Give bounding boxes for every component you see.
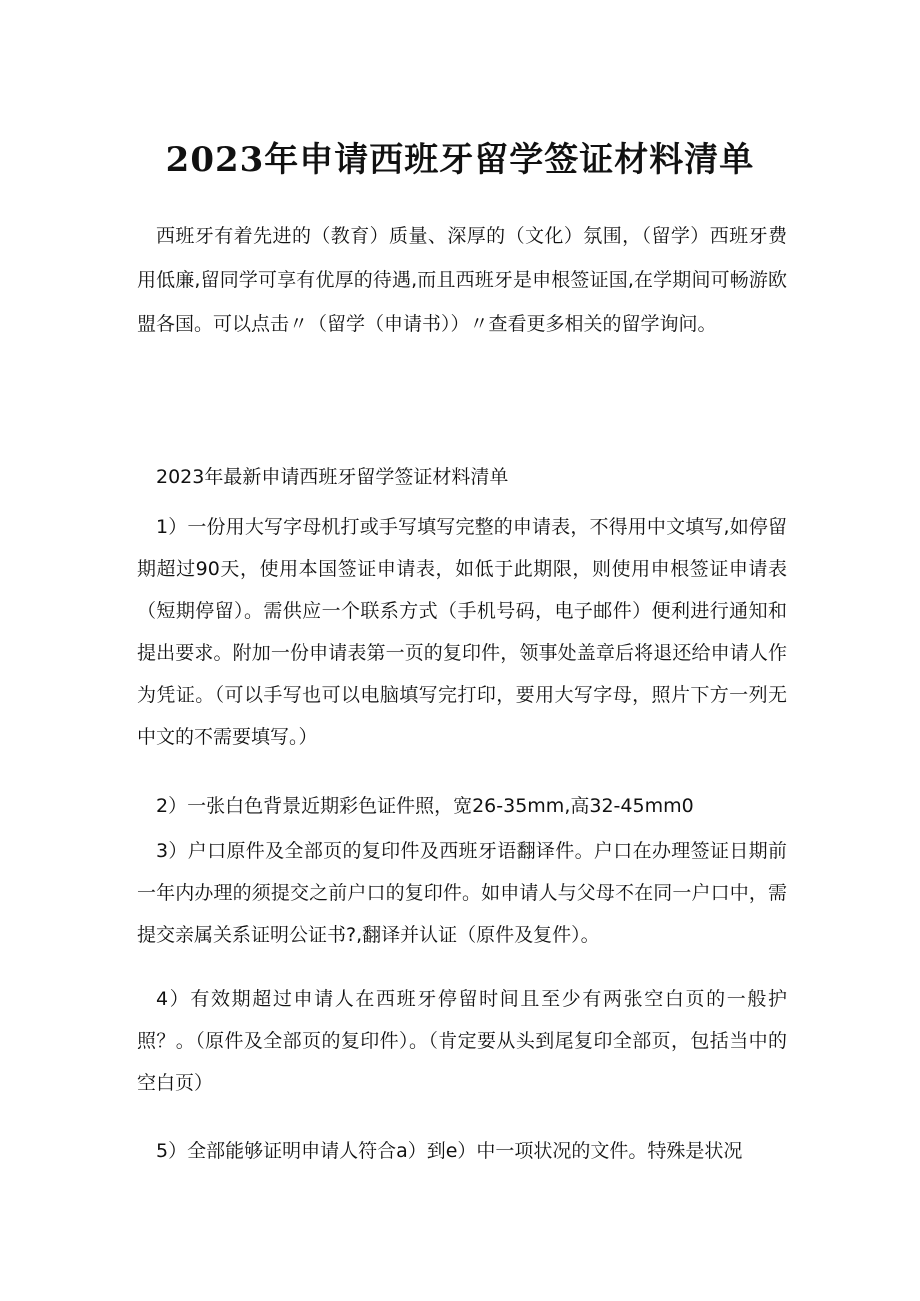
section-subheading: 2023年最新申请西班牙留学签证材料清单 [156, 466, 509, 488]
intro-paragraph: 西班牙有着先进的（教育）质量、深厚的（文化）氛围，（留学）西班牙费用低廉,留同学可享有优厚的待遇,而且西班牙是申根签证国,在学期间可畅游欧盟各国。可以点击〃（留学（申请书））〃查看更多相关的留学询问。 [137, 225, 787, 335]
list-item-5: 5）全部能够证明申请人符合a）到e）中一项状况的文件。特殊是状况 [156, 1140, 743, 1162]
list-item-4: 4）有效期超过申请人在西班牙停留时间且至少有两张空白页的一般护照？。（原件及全部页的复印件）。（肯定要从头到尾复印全部页，包括当中的空白页） [137, 988, 787, 1094]
list-item-1: 1）一份用大写字母机打或手写填写完整的申请表，不得用中文填写,如停留期超过90天，使用本国签证申请表，如低于此期限，则使用申根签证申请表（短期停留）。需供应一个联系方式（手机号码，电子邮件）便利进行通知和提出要求。附加一份申请表第一页的复印件，领事处盖章后将退还给申请人作为凭证。（可以手写也可以电脑填写完打印，要用大写字母，照片下方一列无中文的不需要填写。） [137, 516, 787, 748]
document-title: 2023年申请西班牙留学签证材料清单 [165, 140, 755, 180]
list-item-3: 3）户口原件及全部页的复印件及西班牙语翻译件。户口在办理签证日期前一年内办理的须提交之前户口的复印件。如申请人与父母不在同一户口中，需提交亲属关系证明公证书?,翻译并认证（原件及复件）。 [137, 840, 787, 946]
list-item-2: 2）一张白色背景近期彩色证件照，宽26-35mm,高32-45mm0 [156, 795, 694, 817]
